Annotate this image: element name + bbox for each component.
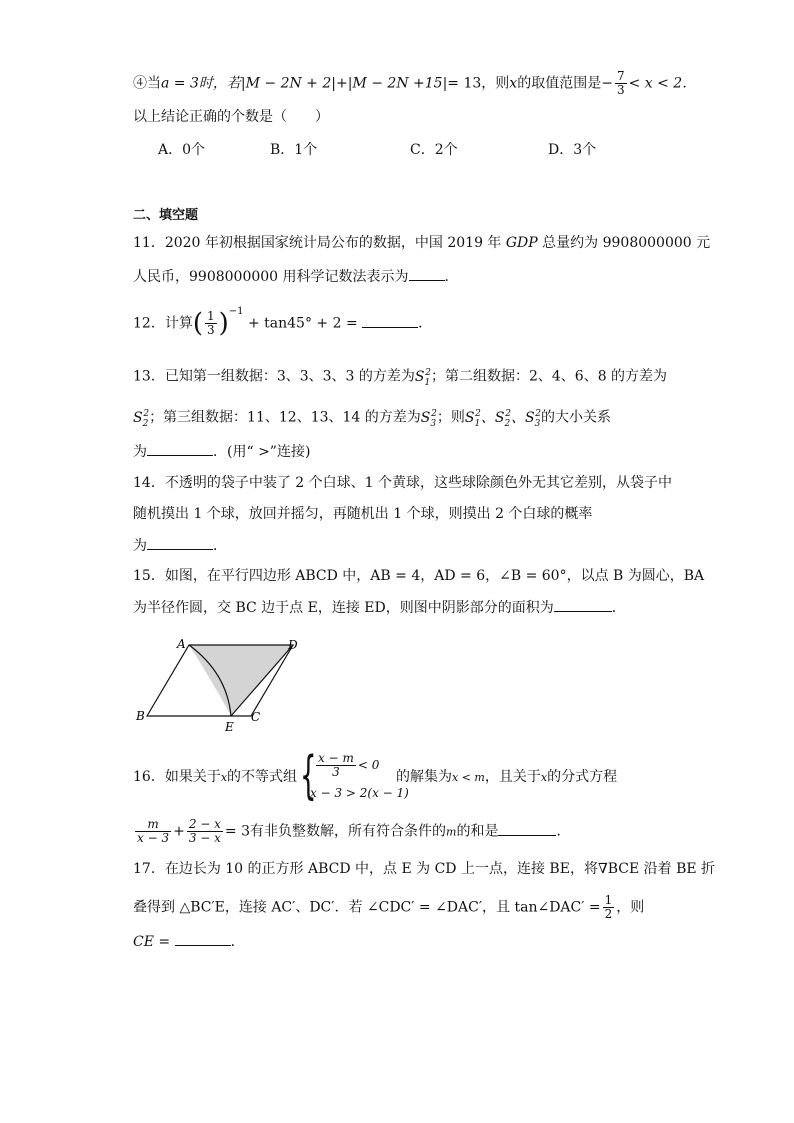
q16-inequality-system (300, 746, 409, 806)
label-c: C (251, 710, 261, 724)
q14-line3 (133, 535, 227, 556)
q17-line3 (133, 931, 245, 952)
q13-line2 (133, 404, 611, 433)
q15-end: ． (611, 600, 626, 616)
choice-d[interactable]: D．3个 (548, 142, 597, 158)
q10-frac-denominator: 3 (616, 83, 625, 97)
q11-text-c: 人民币，9908000000 用科学记数法表示为 (133, 269, 409, 285)
q10-question: 以上结论正确的个数是（ ） (133, 109, 329, 125)
q16-sol: x < m (452, 771, 485, 784)
q10-item4-abs1: |M − 2N + 2| (240, 75, 336, 92)
q11-text-a: 11．2020 年初根据国家统计局公布的数据，中国 2019 年 (133, 235, 502, 251)
q10-frac-numerator: 7 (616, 69, 625, 83)
q15-line2 (133, 597, 626, 618)
q17-frac-denominator: 2 (604, 907, 613, 921)
q16-after3: 的分式方程 (547, 769, 618, 785)
q12-end: ． (418, 315, 433, 332)
q10-item4-minus: − (601, 75, 613, 92)
q11-line1 (133, 233, 710, 253)
q13-text-2a: ；第三组数据：11、12、13、14 的方差为 (149, 409, 421, 426)
q16-eq-plus: + (173, 823, 185, 840)
q16-ineq2: x − 3 > 2(x − 1) (310, 786, 409, 800)
q16-x2: x (540, 771, 548, 784)
q10-choices (158, 140, 596, 160)
q13-text-2c: 的大小关系 (541, 409, 612, 426)
q17-frac (603, 894, 615, 921)
q13-s2: $S_2^2$ (133, 409, 150, 429)
q11-end: ． (444, 269, 459, 285)
q10-item4-cond: a = 3时，若 (161, 75, 241, 92)
q16-mid: 的不等式组 (227, 769, 298, 785)
q15-line1: 15．如图，在平行四边形 ABCD 中，AB = 4，AD = 6，∠B = 60°，以点 B 为圆心，BA (133, 568, 705, 584)
q12: 12．计算( $\frac{1}{3}$ )$^{-1}$ + tan45° + 2 = ． (133, 306, 433, 339)
q16-eq-rest: = 3有非负整数解，所有符合条件的 (224, 823, 447, 840)
q13-s3: $S_3^2$ (420, 409, 437, 429)
q16-line1a (133, 767, 297, 788)
q13-answer-blank[interactable] (147, 441, 213, 456)
q16-prefix: 16．如果关于 (133, 769, 221, 785)
q12-exponent: −1 (228, 306, 244, 317)
q13-s-list: $S_1^2$、$S_2^2$、$S_3^2$ (464, 409, 542, 429)
q16-m: m (446, 825, 457, 839)
q16-answer-blank[interactable] (498, 821, 556, 836)
q16-x: x (220, 771, 228, 784)
brace-icon: { (300, 746, 317, 806)
q17-text-2a: 叠得到 △BC′E，连接 AC′、DC′．若 ∠CDC′ = ∠DAC′，且 tan∠DAC′ = (133, 899, 601, 916)
q17-text-2b: ，则 (616, 899, 645, 916)
label-e: E (225, 720, 234, 734)
q13-s1: $S_1^2$ (414, 368, 431, 388)
section-title: 二、填空题 (133, 208, 199, 223)
q10-item4-mid: 的取值范围是 (517, 75, 602, 92)
q14-text-3b: ． (213, 538, 227, 554)
q17-line2 (133, 894, 644, 921)
q15-answer-blank[interactable] (554, 597, 612, 612)
q10-item4-tail: < x < 2． (628, 75, 697, 92)
q10-item4-frac (615, 70, 627, 97)
q16-line2 (133, 818, 570, 845)
q16-end: ． (556, 823, 571, 840)
q10-item4-eq: = 13，则 (447, 75, 510, 92)
q14-line1: 14．不透明的袋子中装了 2 个白球、1 个黄球，这些球除颜色外无其它差别，从袋子中 (133, 475, 672, 491)
q16-ineq1-denominator: 3 (332, 765, 340, 779)
q10-item4 (133, 70, 696, 97)
q16-eq-frac2 (187, 818, 223, 845)
q16-ineq1-rel: < 0 (357, 758, 380, 772)
q12-rest: + tan45° + 2 = (247, 315, 358, 332)
q13-text-3b: ．(用“ >”连接) (213, 444, 311, 460)
q13-text-2b: ；则 (436, 409, 465, 426)
q16-eq-frac2-numerator: 2 − x (188, 817, 221, 831)
q11-gdp: GDP (505, 235, 538, 251)
label-d: D (288, 638, 298, 652)
q13-line1 (133, 363, 667, 392)
q14-text-3a: 为 (133, 538, 147, 554)
q17-line1: 17．在边长为 10 的正方形 ABCD 中，点 E 为 CD 上一点，连接 BE，将∇BCE 沿着 BE 折 (133, 861, 716, 877)
q14-line2: 随机摸出 1 个球，放回并摇匀，再随机出 1 个球，则摸出 2 个白球的概率 (133, 506, 593, 522)
q12-answer-blank[interactable] (362, 313, 418, 328)
q16-eq-tail: 的和是 (456, 823, 499, 840)
q16-eq-frac1-denominator: x − 3 (137, 831, 170, 845)
q14-answer-blank[interactable] (147, 535, 213, 550)
q16-after: 的解集为 (396, 769, 452, 785)
q10-item4-plus: + (336, 75, 348, 92)
q16-after2: ，且关于 (484, 769, 541, 785)
q12-frac (205, 310, 217, 337)
q11-text-b: 总量约为 9908000000 元 (542, 235, 711, 251)
q13-text-1: 13．已知第一组数据：3、3、3、3 的方差为 (133, 368, 415, 385)
q16-line1b (396, 767, 617, 788)
choice-b[interactable]: B．1个 (270, 142, 318, 158)
q16-eq-frac2-denominator: 3 − x (188, 831, 221, 845)
q16-ineq1-numerator: x − m (318, 751, 354, 765)
label-a: A (177, 637, 186, 651)
q13-text-1b: ；第二组数据：2、4、6、8 的方差为 (430, 368, 668, 385)
q11-line2 (133, 266, 459, 287)
q16-ineq1 (314, 752, 379, 779)
q17-answer-blank[interactable] (175, 931, 231, 946)
choice-c[interactable]: C．2个 (410, 142, 458, 158)
q15-parallelogram-figure (133, 635, 313, 735)
q10-item4-var: x (509, 75, 518, 92)
q13-text-3a: 为 (133, 444, 147, 460)
q13-line3 (133, 441, 310, 462)
q12-frac-numerator: 1 (206, 309, 215, 324)
q16-eq-frac1 (135, 818, 171, 845)
q11-answer-blank[interactable] (409, 266, 445, 281)
q12-frac-denominator: 3 (206, 323, 215, 338)
choice-a[interactable]: A．0个 (158, 142, 206, 158)
q16-eq-frac1-numerator: m (135, 818, 171, 832)
q17-text-3: CE = (133, 934, 171, 950)
q12-prefix: 12．计算 (133, 315, 193, 332)
q15-text-2: 为半径作圆，交 BC 边于点 E，连接 ED，则图中阴影部分的面积为 (133, 600, 554, 616)
q10-item4-prefix: ④当 (133, 75, 161, 92)
q17-end: ． (230, 934, 245, 950)
q17-frac-numerator: 1 (604, 893, 613, 907)
label-b: B (136, 709, 145, 723)
q10-item4-abs2: |M − 2N +15| (347, 75, 448, 92)
